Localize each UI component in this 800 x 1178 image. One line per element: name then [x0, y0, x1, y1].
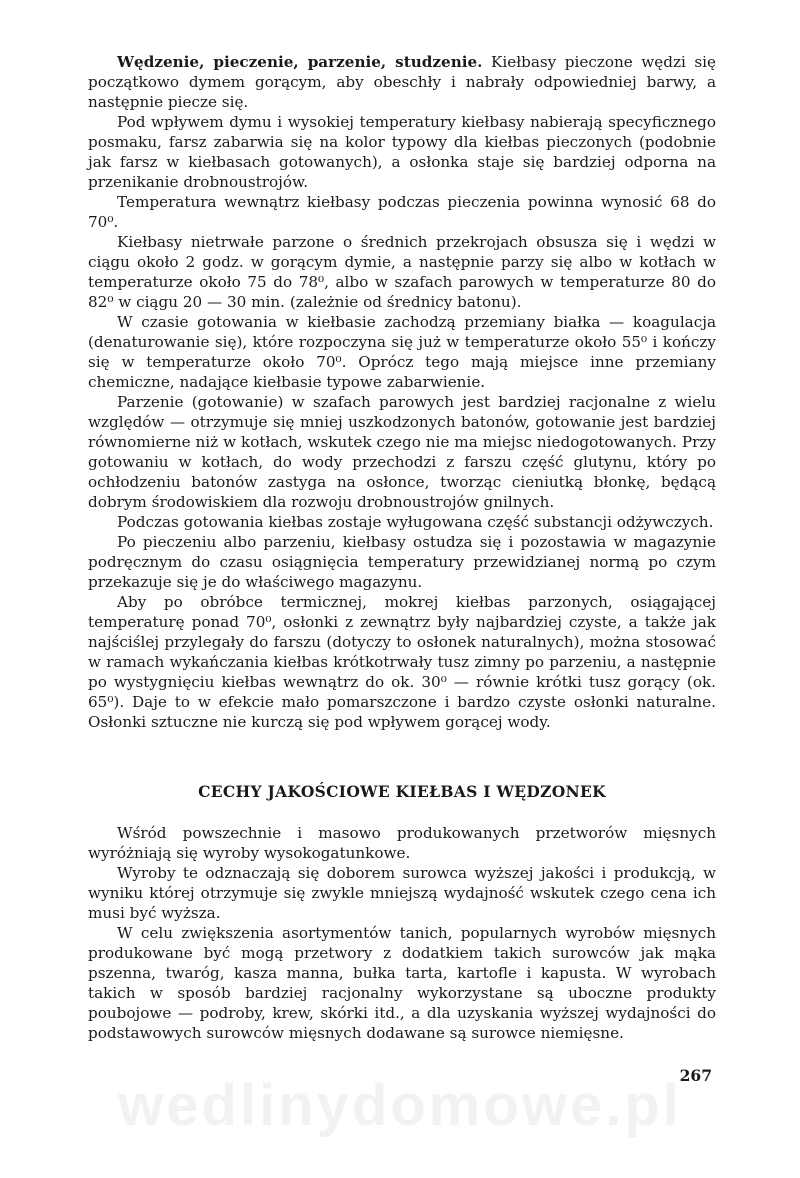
paragraph: Wędzenie, pieczenie, parzenie, studzenie. Kiełbasy pieczone wędzi się początkowo dymem gorącym, aby obeschły i nabrały odpowiedniej barwy, a następnie piecze się. [88, 53, 717, 111]
watermark: wedlinydomowe.pl [118, 1073, 682, 1138]
page-number: 267 [679, 1066, 712, 1085]
paragraph: W czasie gotowania w kiełbasie zachodzą przemiany białka — koagulacja (denaturowanie się), które rozpoczyna się już w temperaturze około 55⁰ i kończy się w temperaturze około 70⁰. Oprócz tego mają miejsce inne przemiany chemiczne, nadające kiełbasie typowe zabarwienie. [88, 313, 716, 391]
paragraph: Podczas gotowania kiełbas zostaje wyługowana część substancji odżywczych. [117, 513, 714, 531]
section-quality-features [88, 823, 716, 1043]
paragraph: Pod wpływem dymu i wysokiej temperatury kiełbasy nabierają specyficznego posmaku, farsz zabarwia się na kolor typowy dla kiełbas pieczonych (podobnie jak farsz w kiełbasach gotowanych), a osłonka staje się bardziej odporna na przenikanie drobnoustrojów. [88, 113, 716, 191]
paragraph: Wśród powszechnie i masowo produkowanych przetworów mięsnych wyróżniają się wyroby wysokogatunkowe. [88, 824, 716, 862]
paragraph: Temperatura wewnątrz kiełbasy podczas pieczenia powinna wynosić 68 do 70⁰. [88, 193, 716, 231]
section-heading: CECHY JAKOŚCIOWE KIEŁBAS I WĘDZONEK [198, 782, 606, 801]
paragraph: Wyroby te odznaczają się doborem surowca wyższej jakości i produkcją, w wyniku której otrzymuje się zwykle mniejszą wydajność wskutek czego cena ich musi być wyższa. [88, 864, 716, 922]
paragraph: W celu zwiększenia asortymentów tanich, popularnych wyrobów mięsnych produkowane być mogą przetwory z dodatkiem takich surowców jak mąka pszenna, twaróg, kasza manna, bułka tarta, kartofle i kapusta. W wyrobach takich w sposób bardziej racjonalny wykorzystane są uboczne produkty poubojowe — podroby, krew, skórki itd., a dla uzyskania wyższej wydajności do podstawowych surowców mięsnych dodawane są surowce niemięsne. [88, 924, 716, 1042]
runin-heading: Wędzenie, pieczenie, parzenie, studzenie. [117, 53, 483, 71]
paragraph: Parzenie (gotowanie) w szafach parowych jest bardziej racjonalne z wielu względów — otrzymuje się mniej uszkodzonych batonów, gotowanie jest bardziej równomierne niż w kotłach, wskutek czego nie ma miejsc niedogotowanych. Przy gotowaniu w kotłach, do wody przechodzi z farszu część glutynu, który po ochłodzeniu batonów zastyga na osłonce, tworząc cieniutką błonkę, będącą dobrym środowiskiem dla rozwoju drobnoustrojów gnilnych. [88, 393, 716, 511]
section-thermal-treatment [88, 52, 716, 732]
paragraph: Aby po obróbce termicznej, mokrej kiełbas parzonych, osiągającej temperaturę ponad 70⁰, osłonki z zewnątrz były najbardziej czyste, a także jak najściślej przylegały do farszu (dotyczy to osłonek naturalnych), można stosować w ramach wykańczania kiełbas krótkotrwały tusz zimny po parzeniu, a następnie po wystygnięciu kiełbas wewnątrz do ok. 30⁰ — równie krótki tusz gorący (ok. 65⁰). Daje to w efekcie mało pomarszczone i bardzo czyste osłonki naturalne. Osłonki sztuczne nie kurczą się pod wpływem gorącej wody. [88, 593, 716, 731]
paragraph: Po pieczeniu albo parzeniu, kiełbasy ostudza się i pozostawia w magazynie podręcznym do czasu osiągnięcia temperatury przewidzianej normą po czym przekazuje się je do właściwego magazynu. [88, 533, 716, 591]
paragraph: Kiełbasy nietrwałe parzone o średnich przekrojach obsusza się i wędzi w ciągu około 2 godz. w gorącym dymie, a następnie parzy się albo w kotłach w temperaturze około 75 do 78⁰, albo w szafach parowych w temperaturze 80 do 82⁰ w ciągu 20 — 30 min. (zależnie od średnicy batonu). [88, 233, 716, 311]
